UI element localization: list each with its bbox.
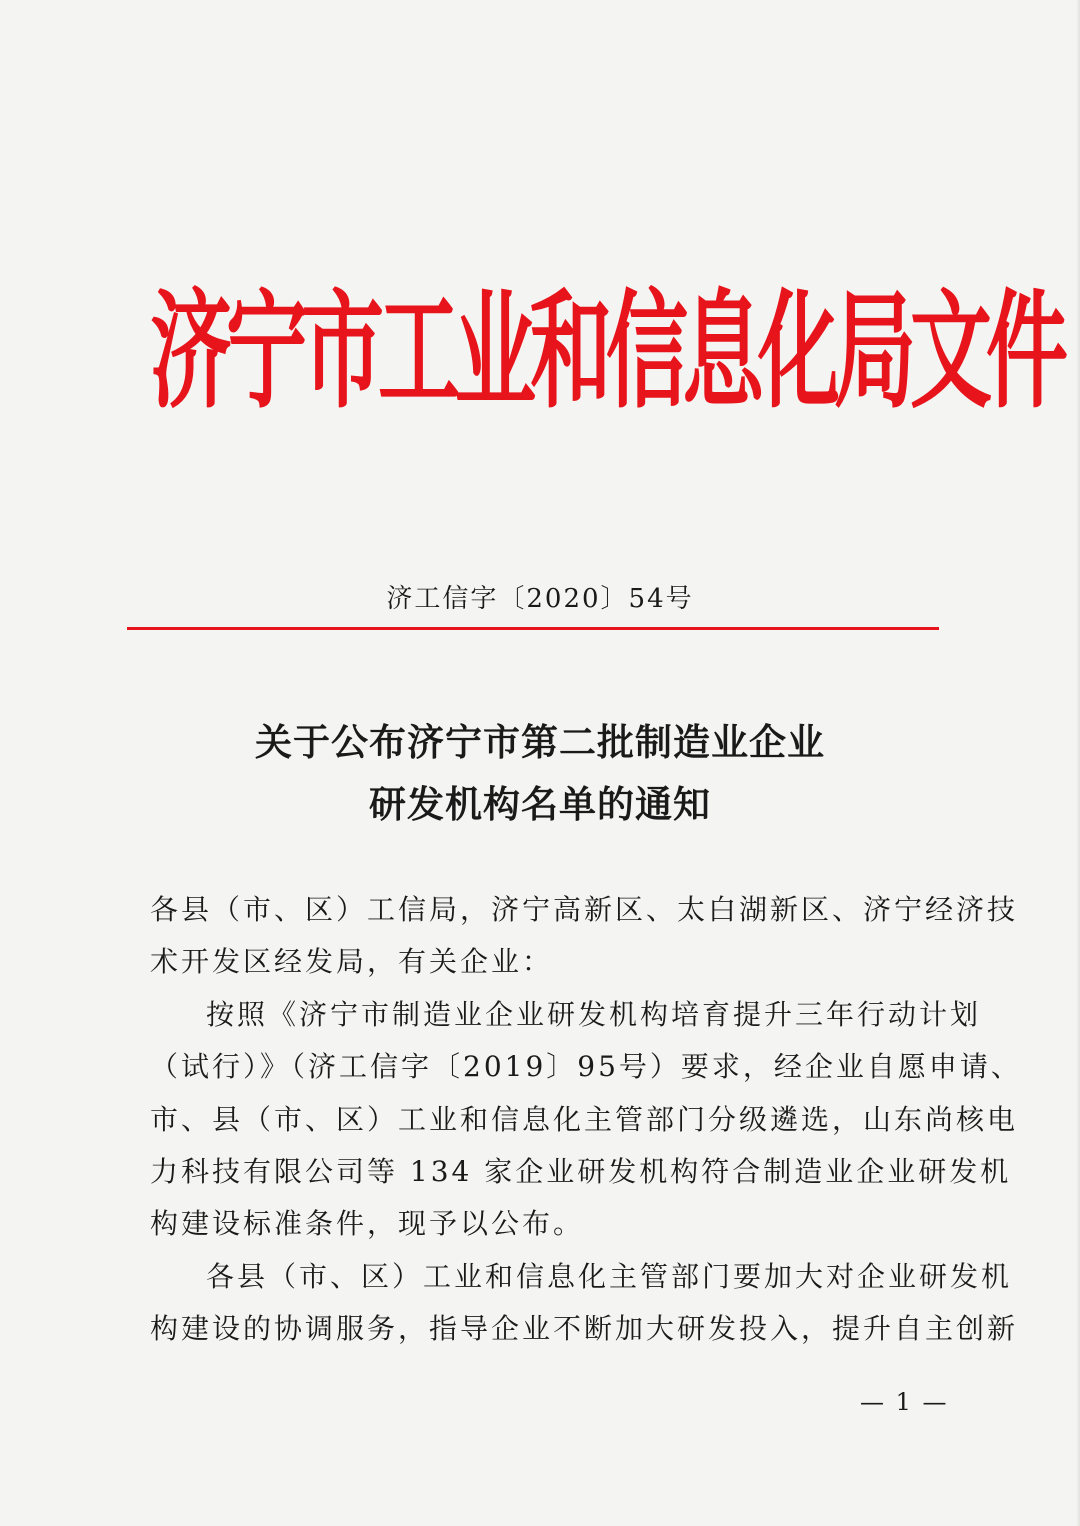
scan-edge-shadow xyxy=(1076,0,1080,1526)
document-body xyxy=(150,884,1022,1356)
body-line-8: 各县（市、区）工业和信息化主管部门要加大对企业研发机 xyxy=(206,1259,1013,1293)
document-masthead: 济宁市工业和信息化局文件 xyxy=(150,279,1063,427)
red-separator-line xyxy=(127,627,939,630)
document-title xyxy=(0,712,1080,836)
body-line-2: 术开发区经发局，有关企业： xyxy=(150,945,554,979)
document-number: 济工信字〔2020〕54号 xyxy=(386,584,694,614)
title-line-2: 研发机构名单的通知 xyxy=(369,783,711,826)
page-number: — 1 — xyxy=(860,1388,949,1416)
body-line-5: 市、县（市、区）工业和信息化主管部门分级遴选，山东尚核电 xyxy=(150,1102,1019,1136)
body-line-1: 各县（市、区）工信局，济宁高新区、太白湖新区、济宁经济技 xyxy=(150,893,1019,926)
body-line-4: （试行）》（济工信字〔2019〕95号）要求，经企业自愿申请、 xyxy=(150,1050,1022,1084)
body-line-7: 构建设标准条件，现予以公布。 xyxy=(150,1207,585,1241)
body-line-9: 构建设的协调服务，指导企业不断加大研发投入，提升自主创新 xyxy=(150,1312,1019,1346)
title-line-1: 关于公布济宁市第二批制造业企业 xyxy=(255,721,825,764)
body-line-3: 按照《济宁市制造业企业研发机构培育提升三年行动计划 xyxy=(206,997,982,1031)
body-line-6: 力科技有限公司等 134 家企业研发机构符合制造业企业研发机 xyxy=(150,1154,1012,1188)
